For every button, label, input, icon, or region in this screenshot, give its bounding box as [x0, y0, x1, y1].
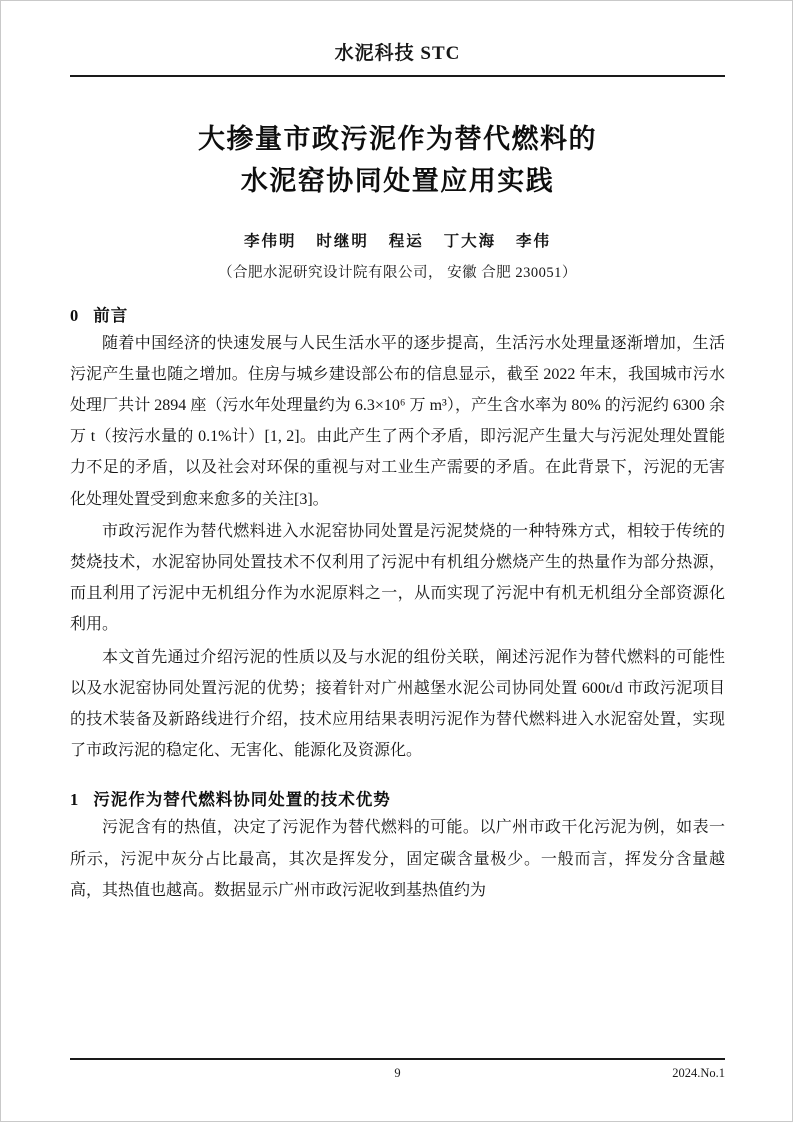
- issue-label: 2024.No.1: [672, 1066, 725, 1080]
- section-title-0: 前言: [93, 305, 129, 325]
- section-heading-0: [70, 302, 725, 326]
- section-number-1: 1: [70, 790, 80, 810]
- footer-rule: [70, 1058, 725, 1060]
- paragraph: 污泥含有的热值，决定了污泥作为替代燃料的可能。以广州市政干化污泥为例，如表一所示，污泥中灰分占比最高，其次是挥发分，固定碳含量极少。一般而言，挥发分含量越高，其热值也越高。数据显示广州市政污泥收到基热值约为: [70, 819, 725, 899]
- author-3: 程运: [388, 232, 424, 250]
- page-number: 9: [394, 1066, 401, 1080]
- author-5: 李伟: [516, 232, 552, 250]
- page-title: [70, 119, 725, 203]
- running-head: [70, 38, 725, 73]
- paragraph: 本文首先通过介绍污泥的性质以及与水泥的组份关联，阐述污泥作为替代燃料的可能性以及水泥窑协同处置污泥的优势；接着针对广州越堡水泥公司协同处置 600t/d 市政污泥项目的技术装备及新路线进行介绍，技术应用结果表明污泥作为替代燃料进入水泥窑处置，实现了市政污泥的稳定化、无害化、能源化及资源化。: [70, 648, 725, 760]
- title-block: [70, 119, 725, 282]
- author-1: 李伟明: [243, 232, 297, 250]
- author-list: [70, 229, 725, 251]
- author-affiliation: （合肥水泥研究设计院有限公司， 安徽 合肥 230051）: [218, 264, 577, 281]
- paragraph: 随着中国经济的快速发展与人民生活水平的逐步提高，生活污水处理量逐渐增加，生活污泥产生量也随之增加。住房与城乡建设部公布的信息显示，截至 2022 年末，我国城市污水处理厂共计 2894 座（污水年处理量约为 6.3×10⁶ 万 m³），产生含水率为 80% 的污泥约 6300 余万 t（按污水量的 0.1%计）[1, 2]。由此产生了两个矛盾，即污泥产生量大与污泥处理处置能力不足的矛盾，以及社会对环保的重视与对工业生产需要的矛盾。在此背景下，污泥的无害化处理处置受到愈来愈多的关注[3]。: [70, 334, 725, 508]
- page-footer: [70, 1066, 725, 1084]
- author-4: 丁大海: [443, 232, 497, 250]
- section-title-1: 污泥作为替代燃料协同处置的技术优势: [93, 790, 391, 810]
- author-2: 时继明: [316, 232, 369, 250]
- journal-name-cn: 水泥科技: [334, 43, 415, 64]
- section-number-0: 0: [70, 305, 80, 325]
- header-rule: [70, 75, 725, 77]
- title-line-1: 大掺量市政污泥作为替代燃料的: [198, 124, 597, 154]
- title-line-2: 水泥窑协同处置应用实践: [240, 165, 555, 196]
- section-heading-1: [70, 786, 725, 810]
- paragraph: 市政污泥作为替代燃料进入水泥窑协同处置是污泥焚烧的一种特殊方式，相较于传统的焚烧技术，水泥窑协同处置技术不仅利用了污泥中有机组分燃烧产生的热量作为部分热源，而且利用了污泥中无机组分作为水泥原料之一，从而实现了污泥中有机无机组分全部资源化利用。: [70, 522, 725, 634]
- journal-abbreviation: STC: [420, 43, 461, 64]
- page-content: [70, 38, 725, 1088]
